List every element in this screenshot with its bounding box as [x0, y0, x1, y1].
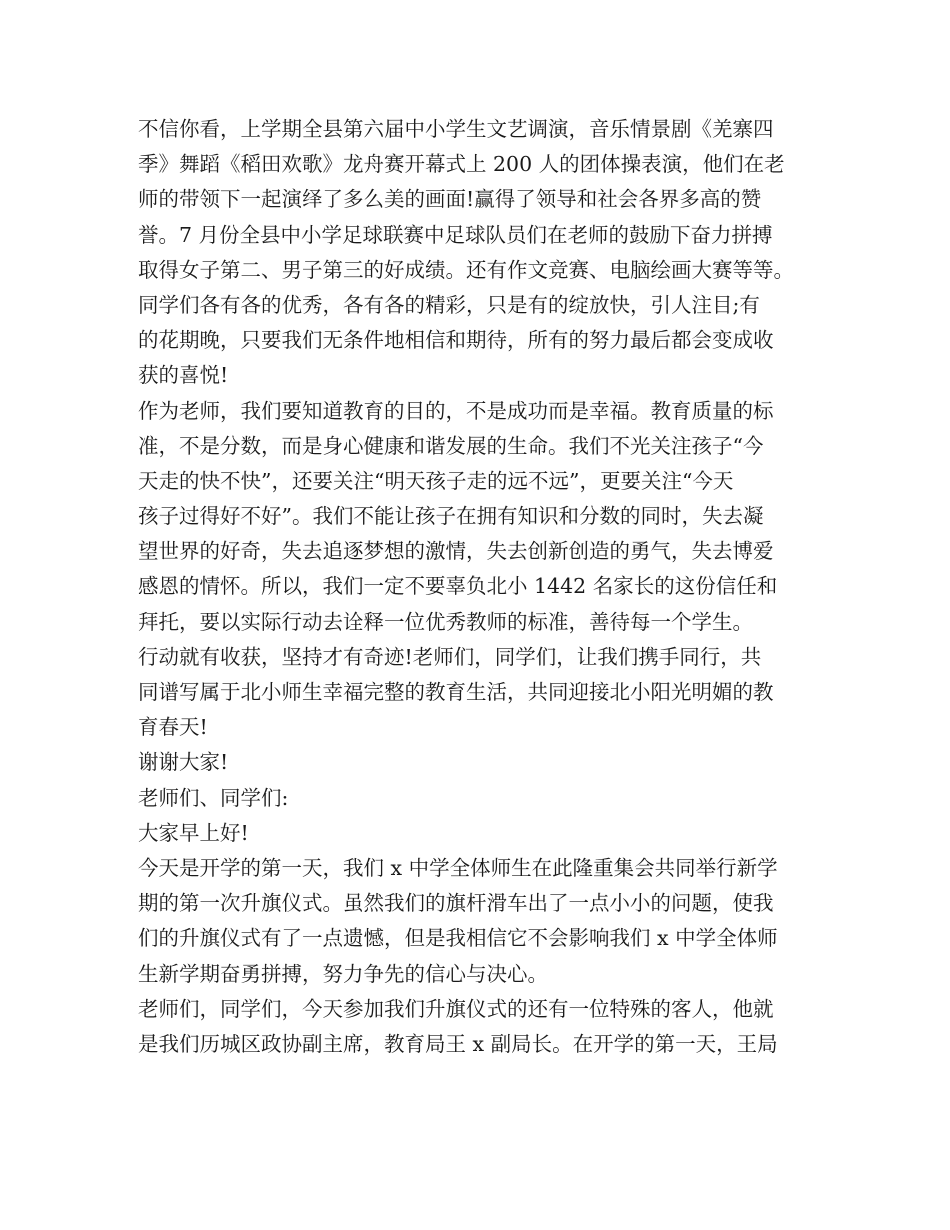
text-line: 师的带领下一起演绎了多么美的画面!赢得了领导和社会各界多高的赞 — [138, 187, 762, 212]
speech-text — [138, 112, 828, 1062]
text-line: 同谱写属于北小师生幸福完整的教育生活，共同迎接北小阳光明媚的教 — [138, 680, 774, 704]
text-line: 取得女子第二、男子第三的好成绩。还有作文竞赛、电脑绘画大赛等等。 — [138, 257, 794, 282]
text-line: 老师们，同学们，今天参加我们升旗仪式的还有一位特殊的客人，他就 — [138, 996, 774, 1021]
text-line: 生新学期奋勇拼搏，努力争先的信心与决心。 — [138, 961, 548, 986]
text-line: 感恩的情怀。所以，我们一定不要辜负北小 1442 名家长的这份信任和 — [138, 574, 778, 599]
text-line: 准，不是分数，而是身心健康和谐发展的生命。我们不光关注孩子“今 — [138, 433, 764, 458]
text-line: 今天是开学的第一天，我们 x 中学全体师生在此隆重集会共同举行新学 — [138, 855, 778, 880]
text-line: 育春天! — [138, 715, 208, 740]
text-line: 大家早上好! — [138, 820, 249, 845]
text-line: 是我们历城区政协副主席，教育局王 x 副局长。在开学的第一天，王局 — [138, 1031, 778, 1056]
text-line: 望世界的好奇，失去追逐梦想的激情，失去创新创造的勇气，失去博爱 — [138, 539, 774, 564]
text-line: 作为老师，我们要知道教育的目的，不是成功而是幸福。教育质量的标 — [138, 398, 774, 423]
text-line: 拜托，要以实际行动去诠释一位优秀教师的标准，善待每一个学生。 — [138, 609, 753, 634]
text-line: 谢谢大家! — [138, 750, 229, 775]
text-line: 获的喜悦! — [138, 363, 229, 388]
text-line: 的花期晚，只要我们无条件地相信和期待，所有的努力最后都会变成收 — [138, 328, 774, 353]
text-line: 期的第一次升旗仪式。虽然我们的旗杆滑车出了一点小小的问题，使我 — [138, 891, 774, 916]
text-line: 行动就有收获，坚持才有奇迹!老师们，同学们，让我们携手同行，共 — [138, 644, 762, 669]
text-line: 誉。7 月份全县中小学足球联赛中足球队员们在老师的鼓励下奋力拼搏 — [138, 222, 773, 247]
text-line: 同学们各有各的优秀，各有各的精彩，只是有的绽放快，引人注目;有 — [138, 292, 760, 317]
text-line: 季》舞蹈《稻田欢歌》龙舟赛开幕式上 200 人的团体操表演，他们在老 — [138, 152, 785, 177]
text-line: 孩子过得好不好”。我们不能让孩子在拥有知识和分数的同时，失去凝 — [138, 504, 764, 529]
text-line: 不信你看，上学期全县第六届中小学生文艺调演，音乐情景剧《羌寨四 — [138, 117, 774, 141]
text-line: 们的升旗仪式有了一点遗憾，但是我相信它不会影响我们 x 中学全体师 — [138, 926, 778, 951]
text-line: 老师们、同学们: — [138, 785, 289, 810]
text-line: 天走的快不快”，还要关注“明天孩子走的远不远”，更要关注“今天 — [138, 468, 734, 493]
